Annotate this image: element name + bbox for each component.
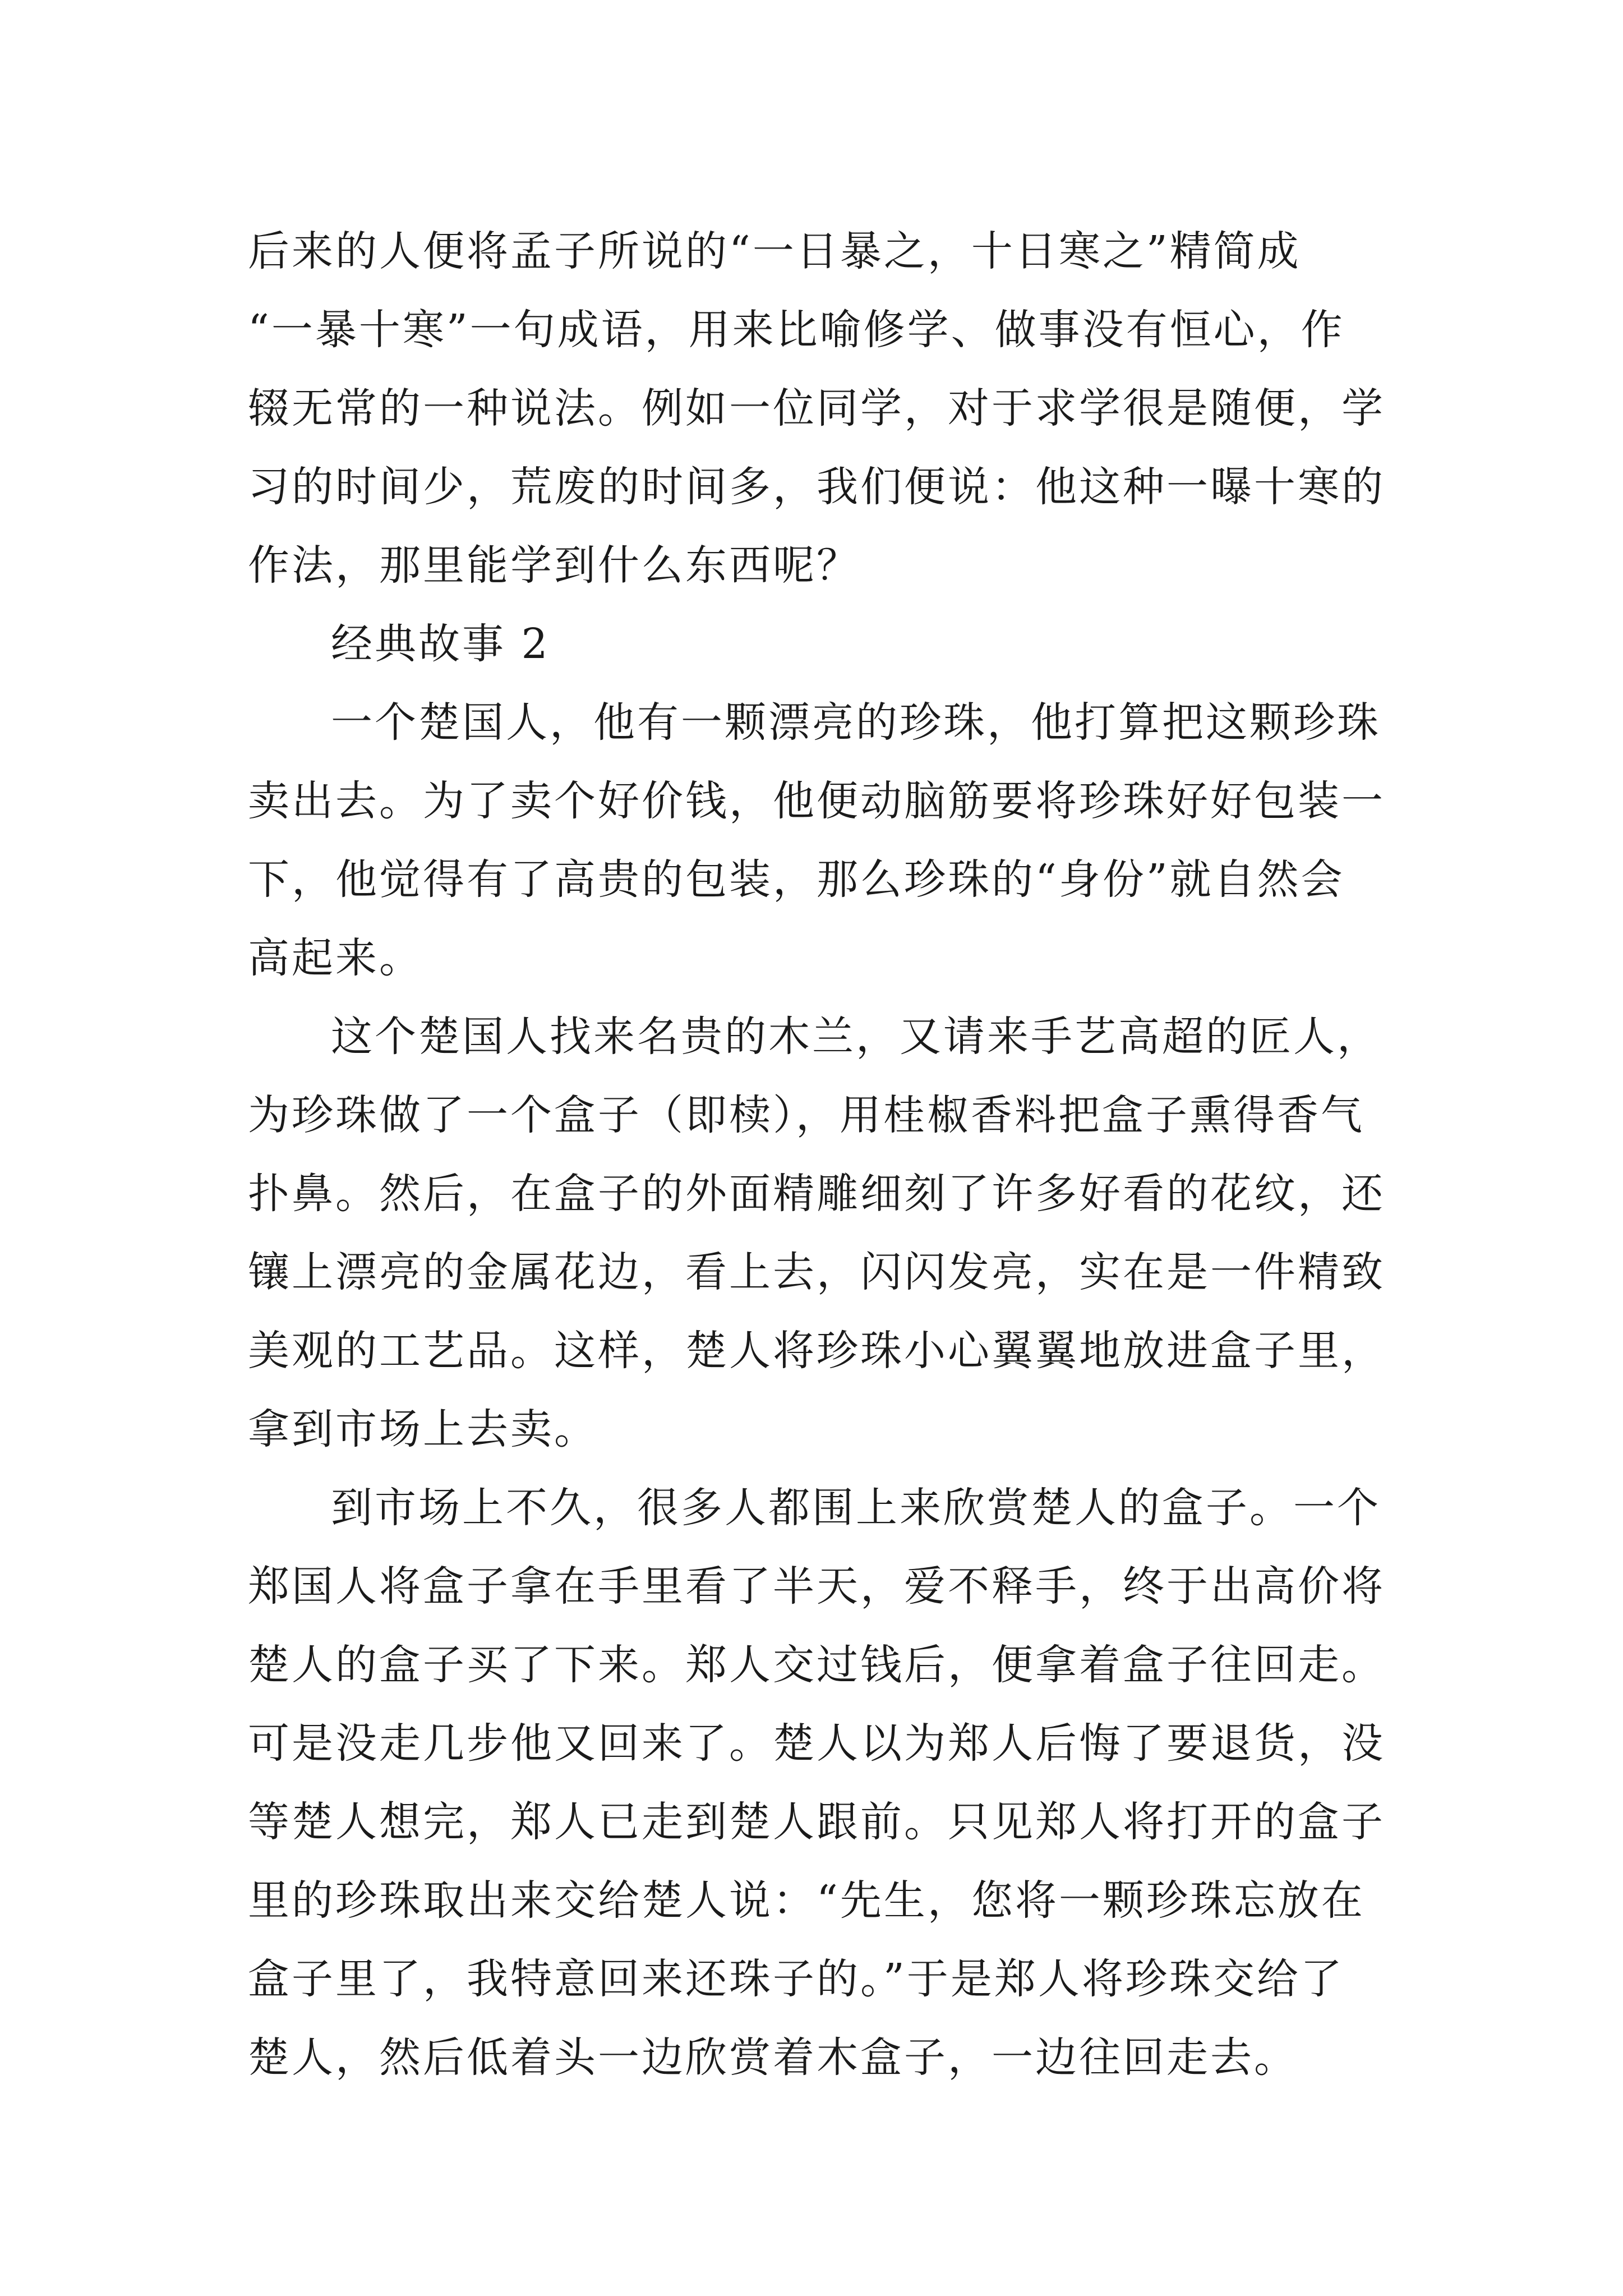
- paragraph-first-line: 这个楚国人找来名贵的木兰，又请来手艺高超的匠人，: [331, 1013, 1381, 1061]
- text-line: 郑国人将盒子拿在手里看了半天，爱不释手，终于出高价将: [248, 1562, 1385, 1611]
- text-line: 美观的工艺品。这样，楚人将珍珠小心翼翼地放进盒子里，: [248, 1327, 1385, 1375]
- text-line: 盒子里了，我特意回来还珠子的。”于是郑人将珍珠交给了: [248, 1955, 1344, 2003]
- text-line: 后来的人便将孟子所说的“一日暴之，十日寒之”精简成: [248, 227, 1301, 275]
- section-heading: 经典故事 2: [331, 620, 550, 668]
- text-line: 辍无常的一种说法。例如一位同学，对于求学很是随便，学: [248, 384, 1385, 432]
- text-line: 镶上漂亮的金属花边，看上去，闪闪发亮，实在是一件精致: [248, 1248, 1385, 1296]
- text-line: 下，他觉得有了高贵的包装，那么珍珠的“身份”就自然会: [248, 855, 1345, 904]
- paragraph-first-line: 到市场上不久，很多人都围上来欣赏楚人的盒子。一个: [331, 1484, 1381, 1532]
- document-body: [248, 212, 1385, 2097]
- text-line: 卖出去。为了卖个好价钱，他便动脑筋要将珍珠好好包装一: [248, 777, 1385, 825]
- text-line: 可是没走几步他又回来了。楚人以为郑人后悔了要退货，没: [248, 1719, 1385, 1768]
- paragraph-first-line: 一个楚国人，他有一颗漂亮的珍珠，他打算把这颗珍珠: [331, 698, 1381, 747]
- text-line: 拿到市场上去卖。: [248, 1405, 598, 1453]
- text-line: “一暴十寒”一句成语，用来比喻修学、做事没有恒心，作: [248, 306, 1345, 354]
- text-line: 楚人的盒子买了下来。郑人交过钱后，便拿着盒子往回走。: [248, 1641, 1385, 1689]
- text-line: 楚人，然后低着头一边欣赏着木盒子，一边往回走去。: [248, 2033, 1298, 2082]
- text-line: 高起来。: [248, 934, 423, 982]
- text-line: 扑鼻。然后，在盒子的外面精雕细刻了许多好看的花纹，还: [248, 1170, 1385, 1218]
- text-line: 等楚人想完，郑人已走到楚人跟前。只见郑人将打开的盒子: [248, 1798, 1385, 1846]
- text-line: 习的时间少，荒废的时间多，我们便说：他这种一曝十寒的: [248, 463, 1385, 511]
- text-line: 里的珍珠取出来交给楚人说：“先生，您将一颗珍珠忘放在: [248, 1876, 1365, 1925]
- text-line: 为珍珠做了一个盒子（即椟），用桂椒香料把盒子熏得香气: [248, 1091, 1364, 1139]
- text-line: 作法，那里能学到什么东西呢？: [248, 541, 860, 590]
